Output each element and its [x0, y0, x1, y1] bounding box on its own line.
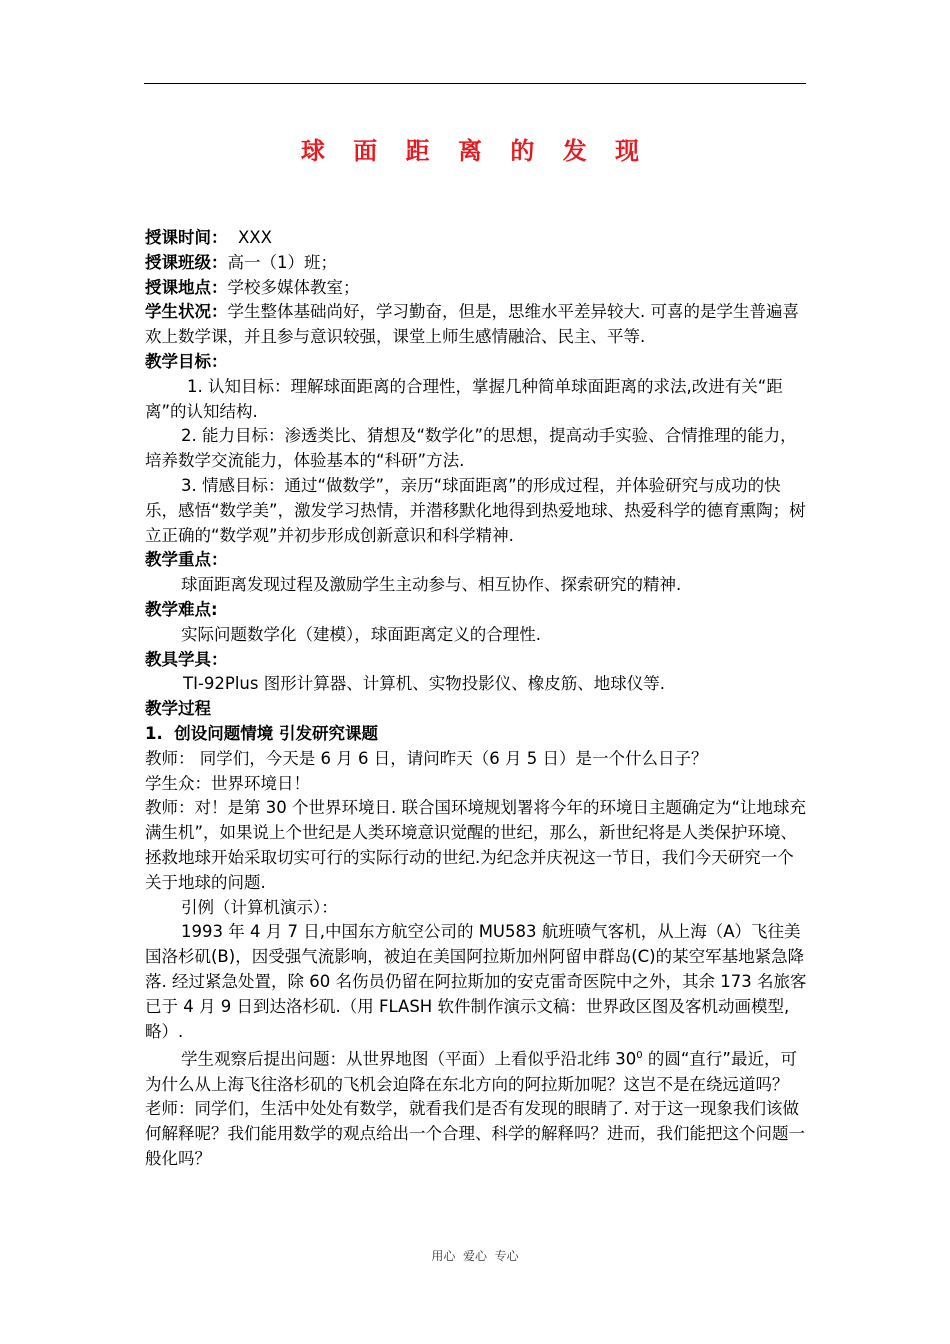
time-line: [145, 226, 807, 251]
student-question: [145, 1044, 807, 1097]
page-title: 球 面 距 离 的 发 现: [300, 137, 650, 165]
difficulty-heading: 教学难点:: [145, 599, 218, 619]
page-footer: 用心 爱心 专心: [431, 1249, 519, 1263]
focus-text: 球面距离发现过程及激励学生主动参与、相互协作、探索研究的精神.: [181, 575, 682, 595]
goal-item-emotion: 3. 情感目标：通过“做数学”，亲历“球面距离”的形成过程，并体验研究与成功的快乐，感悟“数学美”，激发学习热情，并潜移默化地得到热爱地球、热爱科学的德育熏陶；树立正确的“数学观”并初步形成创新意识和科学精神.: [145, 475, 806, 545]
example-intro: 引例（计算机演示）：: [181, 897, 338, 917]
place-line: [145, 276, 807, 301]
status-label: 学生状况：: [145, 302, 228, 322]
degree-superscript: 0: [636, 1050, 643, 1062]
process-heading: 教学过程: [145, 699, 211, 719]
students-answer: 学生众：世界环境日！: [145, 773, 310, 793]
time-label: 授课时间：: [145, 228, 228, 247]
teacher-explanation: 教师：对！是第 30 个世界环境日. 联合国环境规划署将今年的环境日主题确定为“让地球充满生机”，如果说上个世纪是人类环境意识觉醒的世纪，那么，新世纪将是人类保护环境、拯救地球开始采取切实可行的实际行动的世纪.为纪念并庆祝这一节日，我们今天研究一个关于地球的问题.: [145, 798, 807, 892]
time-value: XXX: [227, 228, 272, 247]
class-line: [145, 251, 807, 276]
header-rule: [144, 83, 806, 84]
status-value: 学生整体基础尚好，学习勤奋，但是，思维水平差异较大. 可喜的是学生普遍喜欢上数学课，并且参与意识较强，课堂上师生感情融洽、民主、平等.: [145, 302, 799, 347]
difficulty-text: 实际问题数学化（建模），球面距离定义的合理性.: [181, 624, 541, 644]
goal-item-ability: 2. 能力目标：渗透类比、猜想及“数学化”的思想，提高动手实验、合情推理的能力，培养数学交流能力，体验基本的“科研”方法.: [145, 426, 797, 471]
class-label: 授课班级：: [145, 252, 228, 272]
document-body: [145, 226, 807, 1172]
tools-text: TI-92Plus 图形计算器、计算机、实物投影仪、橡皮筋、地球仪等.: [183, 674, 665, 694]
status-line: [145, 300, 807, 350]
class-value: 高一（1）班；: [227, 252, 337, 272]
goal-item-cognitive: 1. 认知目标：理解球面距离的合理性，掌握几种简单球面距离的求法,改进有关“距离”的认知结构.: [145, 376, 783, 421]
focus-heading: 教学重点：: [145, 550, 228, 570]
student-question-part-b: 的圆“直行”最近，可为什么从上海飞往洛杉矶的飞机会迫降在东北方向的阿拉斯加呢？这岂不是在绕远道吗？: [145, 1049, 797, 1094]
flight-example: 1993 年 4 月 7 日,中国东方航空公司的 MU583 航班喷气客机，从上海（A）飞往美国洛杉矶(B)，因受强气流影响，被迫在美国阿拉斯加州阿留申群岛(C)的某空军基地紧急降落. 经过紧急处置，除 60 名伤员仍留在阿拉斯加的安克雷奇医院中之外，其余 173 名旅客已于 4 月 9 日到达洛杉矶.（用 FLASH 软件制作演示文稿：世界政区图及客机动画模型,略）.: [145, 922, 807, 1041]
tools-heading: 教具学具：: [145, 649, 228, 669]
teacher-prompt: 老师：同学们，生活中处处有数学，就看我们是否有发现的眼睛了. 对于这一现象我们该做何解释呢？我们能用数学的观点给出一个合理、科学的解释吗？进而，我们能把这个问题一般化吗？: [145, 1099, 805, 1168]
section-1-heading: 1. 创设问题情境 引发研究课题: [145, 723, 378, 743]
place-value: 学校多媒体教室；: [227, 277, 360, 297]
student-question-part-a: 学生观察后提出问题：从世界地图（平面）上看似乎沿北纬 30: [181, 1049, 637, 1069]
teacher-question: 教师： 同学们，今天是 6 月 6 日，请问昨天（6 月 5 日）是一个什么日子？: [145, 748, 708, 768]
place-label: 授课地点：: [145, 277, 228, 297]
goals-heading: 教学目标：: [145, 351, 228, 371]
